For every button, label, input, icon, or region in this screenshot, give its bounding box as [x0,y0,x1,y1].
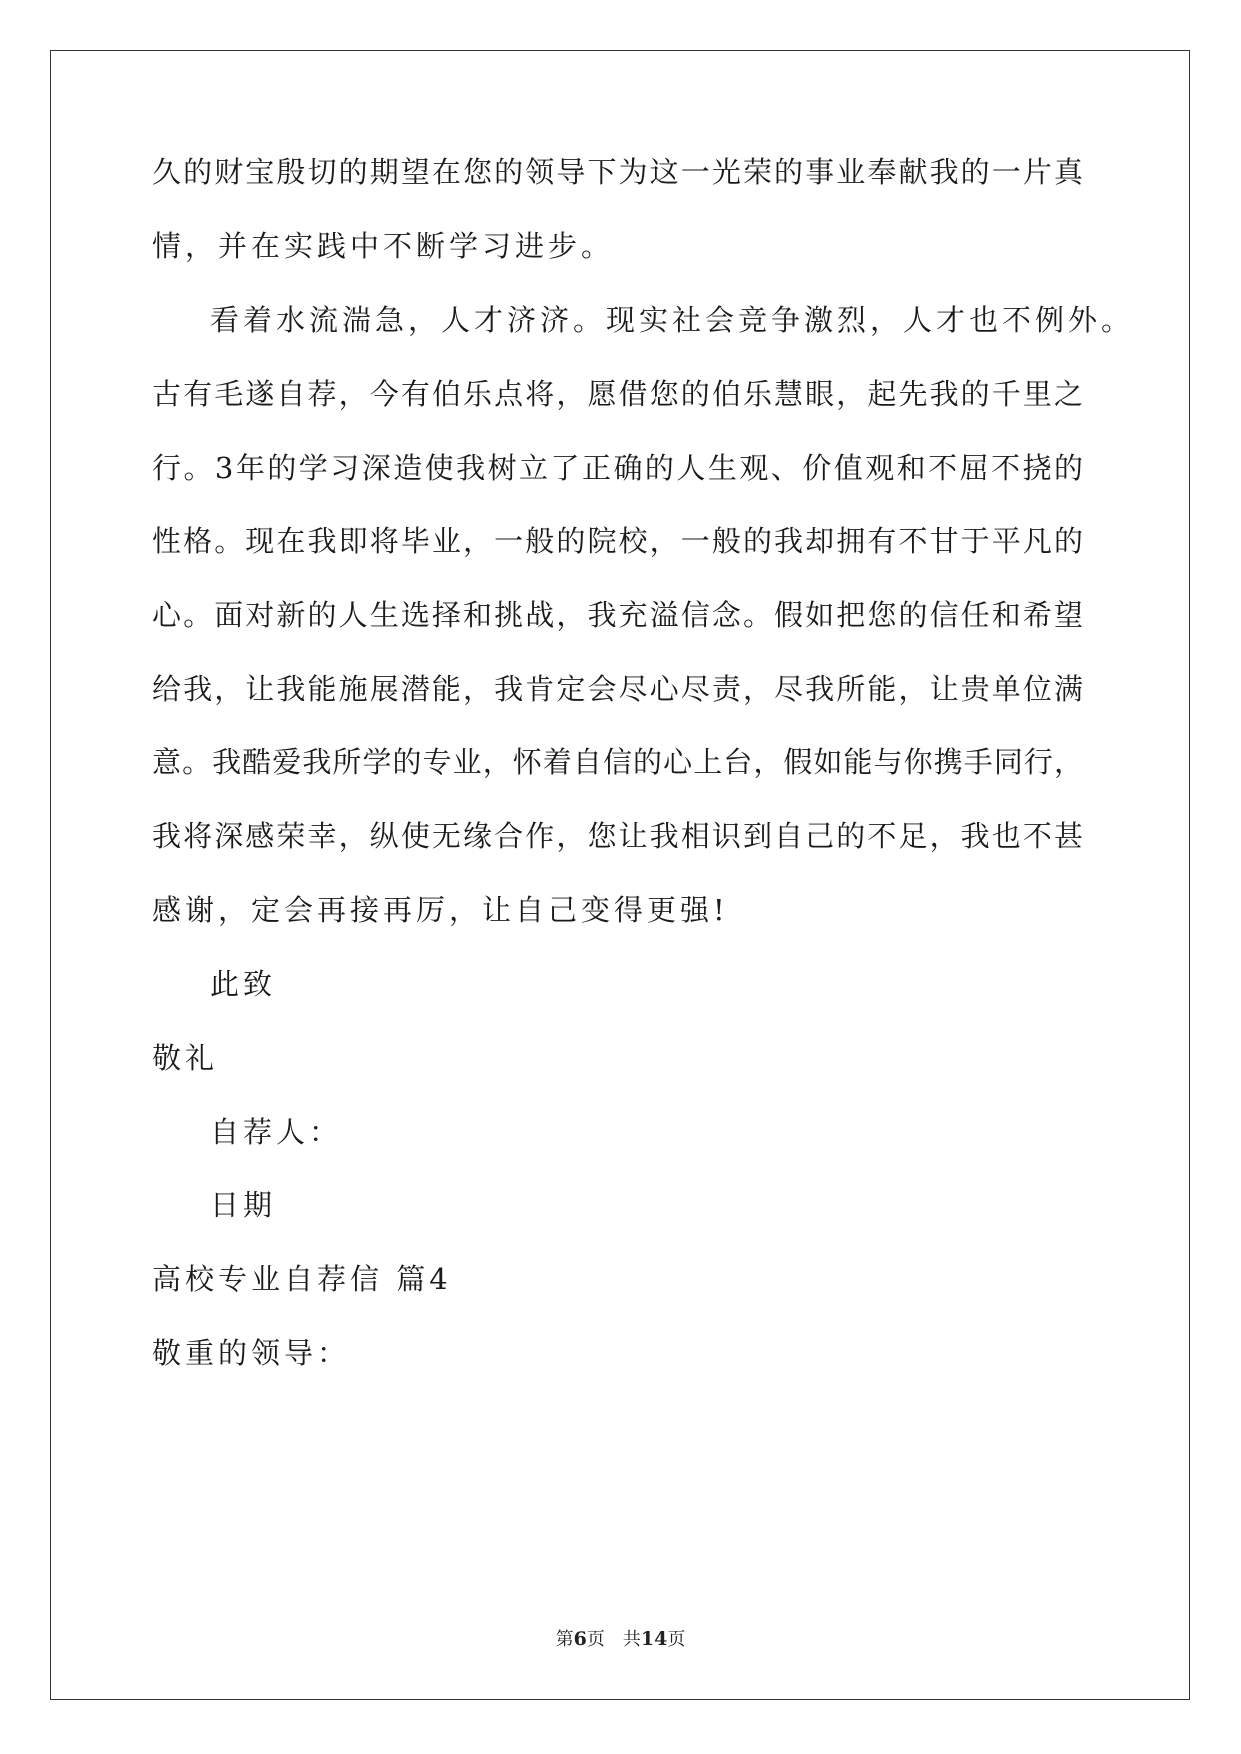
body-line: 古有毛遂自荐，今有伯乐点将，愿借您的伯乐慧眼，起先我的千里之 [152,377,1084,411]
page-footer [0,1627,1241,1652]
total-prefix: 共 [622,1629,641,1650]
closing-regards: 敬礼 [152,1041,219,1075]
body-line: 意。我酷爱我所学的专业，怀着自信的心上台，假如能与你携手同行， [152,745,1084,779]
body-line: 感谢，定会再接再厉，让自己变得更强! [152,893,729,927]
body-line: 给我，让我能施展潜能，我肯定会尽心尽责，尽我所能，让贵单位满 [152,672,1084,706]
total-suffix: 页 [667,1629,686,1650]
body-line: 行。3年的学习深造使我树立了正确的人生观、价值观和不屈不挠的 [152,451,1084,485]
page-total: 14 [640,1628,668,1650]
date-label: 日期 [210,1188,277,1222]
body-line: 情，并在实践中不断学习进步。 [152,229,615,263]
body-line: 性格。现在我即将毕业，一般的院校，一般的我却拥有不甘于平凡的 [152,524,1084,558]
page-prefix: 第 [555,1629,574,1650]
body-line: 我将深感荣幸，纵使无缘合作，您让我相识到自己的不足，我也不甚 [152,819,1084,853]
page-border [50,50,1190,1700]
body-line: 看着水流湍急，人才济济。现实社会竞争激烈，人才也不例外。 [210,303,1135,337]
page-mid: 页 [586,1629,605,1650]
signature-label: 自荐人： [210,1115,343,1149]
closing-salutation: 此致 [210,967,277,1001]
body-line: 心。面对新的人生选择和挑战，我充溢信念。假如把您的信任和希望 [152,598,1084,632]
letter-greeting: 敬重的领导： [152,1336,351,1370]
section-heading: 高校专业自荐信 篇4 [152,1262,452,1296]
page-current: 6 [573,1628,587,1650]
body-line: 久的财宝殷切的期望在您的领导下为这一光荣的事业奉献我的一片真 [152,155,1084,189]
